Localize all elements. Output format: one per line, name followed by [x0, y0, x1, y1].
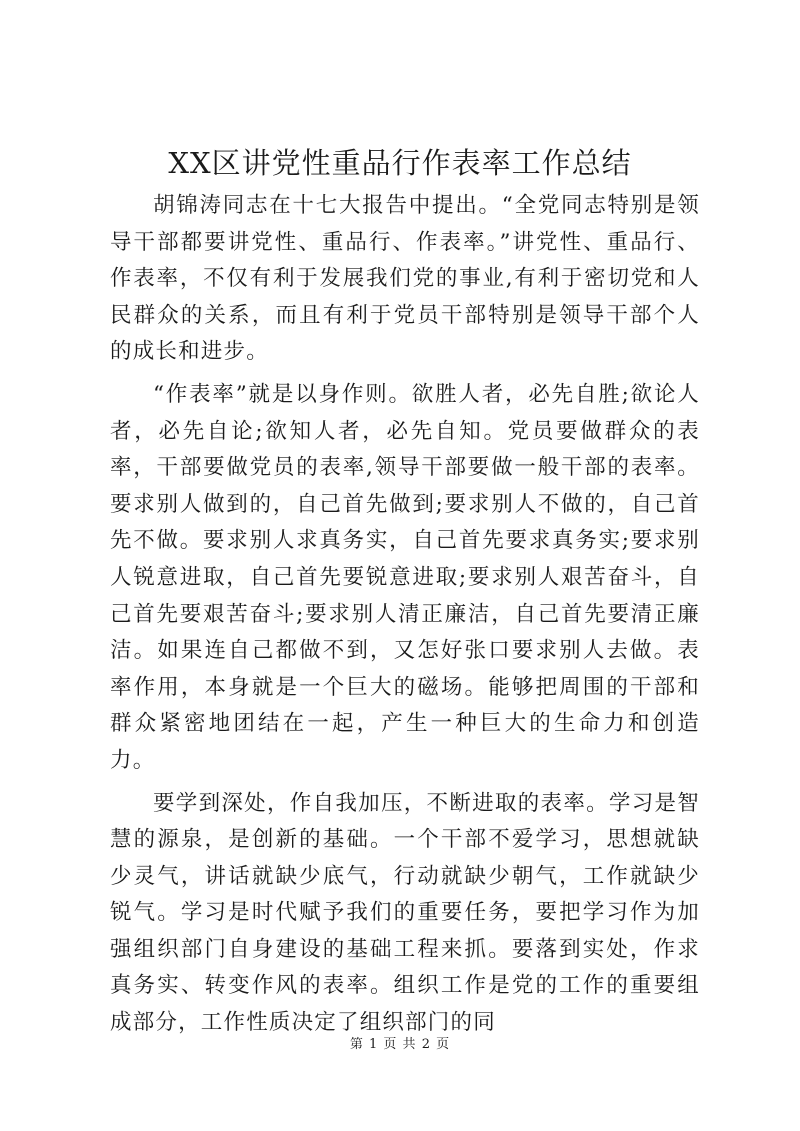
- paragraph-2: “作表率”就是以身作则。欲胜人者，必先自胜;欲论人者，必先自论;欲知人者，必先自知。党员要做群众的表率，干部要做党员的表率,领导干部要做一般干部的表率。要求别人做到的，自己首先做到;要求别人不做的，自己首先不做。要求别人求真务实，自己首先要求真务实;要求别人锐意进取，自己首先要锐意进取;要求别人艰苦奋斗，自己首先要艰苦奋斗;要求别人清正廉洁，自己首先要清正廉洁。如果连自己都做不到，又怎好张口要求别人去做。表率作用，本身就是一个巨大的磁场。能够把周围的干部和群众紧密地团结在一起，产生一种巨大的生命力和创造力。: [110, 381, 700, 773]
- paragraph-3: 要学到深处，作自我加压，不断进取的表率。学习是智慧的源泉，是创新的基础。一个干部不爱学习，思想就缺少灵气，讲话就缺少底气，行动就缺少朝气，工作就缺少锐气。学习是时代赋予我们的重要任务，要把学习作为加强组织部门自身建设的基础工程来抓。要落到实处，作求真务实、转变作风的表率。组织工作是党的工作的重要组成部分，工作性质决定了组织部门的同: [110, 790, 700, 1036]
- paragraph-1: 胡锦涛同志在十七大报告中提出。“全党同志特别是领导干部都要讲党性、重品行、作表率。”讲党性、重品行、作表率，不仅有利于发展我们党的事业,有利于密切党和人民群众的关系，而且有利于党员干部特别是领导干部个人的成长和进步。: [110, 193, 700, 365]
- document-title: XX区讲党性重品行作表率工作总结: [168, 146, 632, 180]
- document-body: [110, 188, 700, 1048]
- page-number-footer: 第 1 页 共 2 页: [349, 1037, 451, 1052]
